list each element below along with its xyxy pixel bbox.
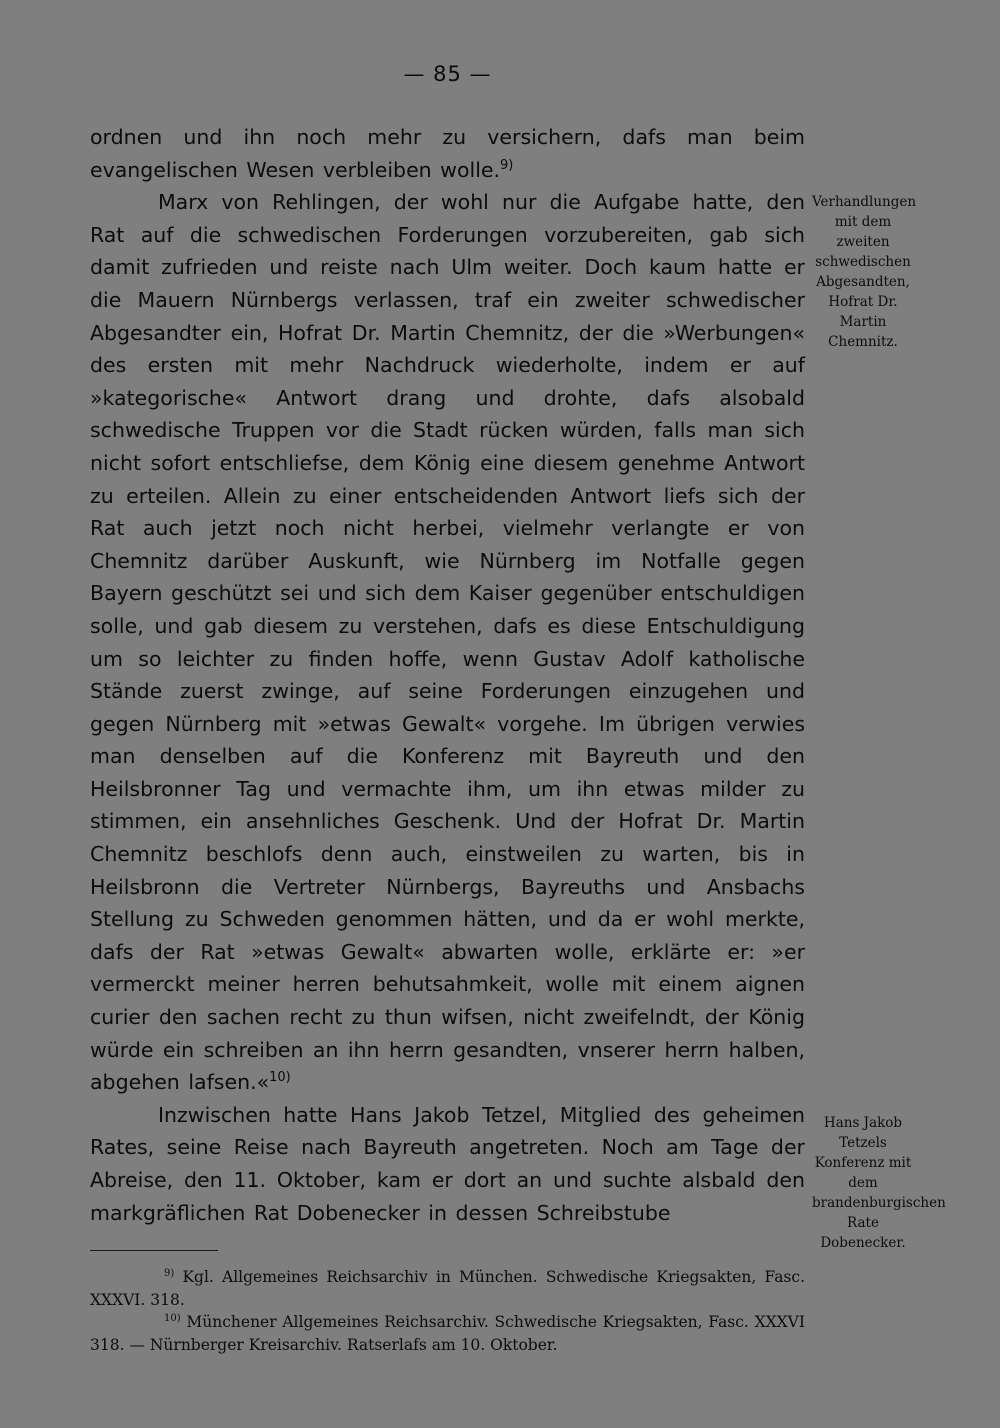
main-text-body [90,121,805,1229]
footnote-10-marker: 10) [164,1312,181,1324]
page-number-header: — 85 — [403,62,492,86]
footnote-ref-9: 9) [500,157,514,173]
paragraph-1 [90,121,805,186]
footnote-9-text: Kgl. Allgemeines Reichsarchiv in München. Schwedische Kriegsakten, Fasc. XXXVI. 318. [90,1268,805,1309]
paragraph-3-text: Inzwischen hatte Hans Jakob Tetzel, Mitglied des geheimen Rates, seine Reise nach Bayreuth angetreten. Noch am Tage der Abreise, den 11. Oktober, kam er dort an und suchte alsbald den markgräflichen Rat Dobenecker in dessen Schreibstube [90,1102,805,1225]
footnote-10 [90,1311,805,1356]
footnotes-section [90,1266,805,1356]
paragraph-2-text: Marx von Rehlingen, der wohl nur die Aufgabe hatte, den Rat auf die schwedischen Forderungen vorzubereiten, gab sich damit zufrieden und reiste nach Ulm weiter. Doch kaum hatte er die Mauern Nürnbergs verlassen, traf ein zweiter schwedischer Abgesandter ein, Hofrat Dr. Martin Chemnitz, der die »Werbungen« des ersten mit mehr Nachdruck wiederholte, indem er auf »kategorische« Antwort drang und drohte, dafs alsobald schwedische Truppen vor die Stadt rücken würden, falls man sich nicht sofort entschliefse, dem König eine diesem genehme Antwort zu erteilen. Allein zu einer entscheidenden Antwort liefs sich der Rat auch jetzt noch nicht herbei, vielmehr verlangte er von Chemnitz darüber Auskunft, wie Nürnberg im Notfalle gegen Bayern geschützt sei und sich dem Kaiser gegenüber entschuldigen solle, und gab diesem zu verstehen, dafs es diese Entschuldigung um so leichter zu finden hoffe, wenn Gustav Adolf katholische Stände zuerst zwinge, auf seine Forderungen einzugehen und gegen Nürnberg mit »etwas Gewalt« vorgehe. Im übrigen verwies man denselben auf die Konferenz mit Bayreuth und den Heilsbronner Tag und vermachte ihm, um ihn etwas milder zu stimmen, ein ansehnliches Geschenk. Und der Hofrat Dr. Martin Chemnitz beschlofs denn auch, einstweilen zu warten, bis in Heilsbronn die Vertreter Nürnbergs, Bayreuths und Ansbachs Stellung zu Schweden genommen hätten, und da er wohl merkte, dafs der Rat »etwas Gewalt« abwarten wolle, erklärte er: »er vermerckt meiner herren behutsahmkeit, wolle mit einem aignen curier den sachen recht zu thun wifsen, nicht zweifelndt, der König würde ein schreiben an ihn herrn gesandten, vnserer herrn halben, abgehen lafsen.« [90,190,805,1095]
margin-note-chemnitz: Verhandlungen mit dem zweiten schwedischen Abgesandten, Hofrat Dr. Martin Chemnitz. [812,194,917,350]
footnote-10-text: Münchener Allgemeines Reichsarchiv. Schwedische Kriegsakten, Fasc. XXXVI 318. — Nürnberger Kreisarchiv. Ratserlafs am 10. Oktober. [90,1313,805,1354]
margin-note-tetzel: Hans Jakob Tetzels Konferenz mit dem brandenburgischen Rate Dobenecker. [812,1115,946,1251]
paragraph-3 [90,1099,805,1229]
footnote-divider [90,1250,218,1251]
paragraph-1-text: ordnen und ihn noch mehr zu versichern, dafs man beim evangelischen Wesen verbleiben wolle. [90,125,805,182]
paragraph-2 [90,186,805,1099]
footnote-9-marker: 9) [164,1267,175,1279]
footnote-ref-10: 10) [269,1070,291,1086]
footnote-9 [90,1266,805,1311]
